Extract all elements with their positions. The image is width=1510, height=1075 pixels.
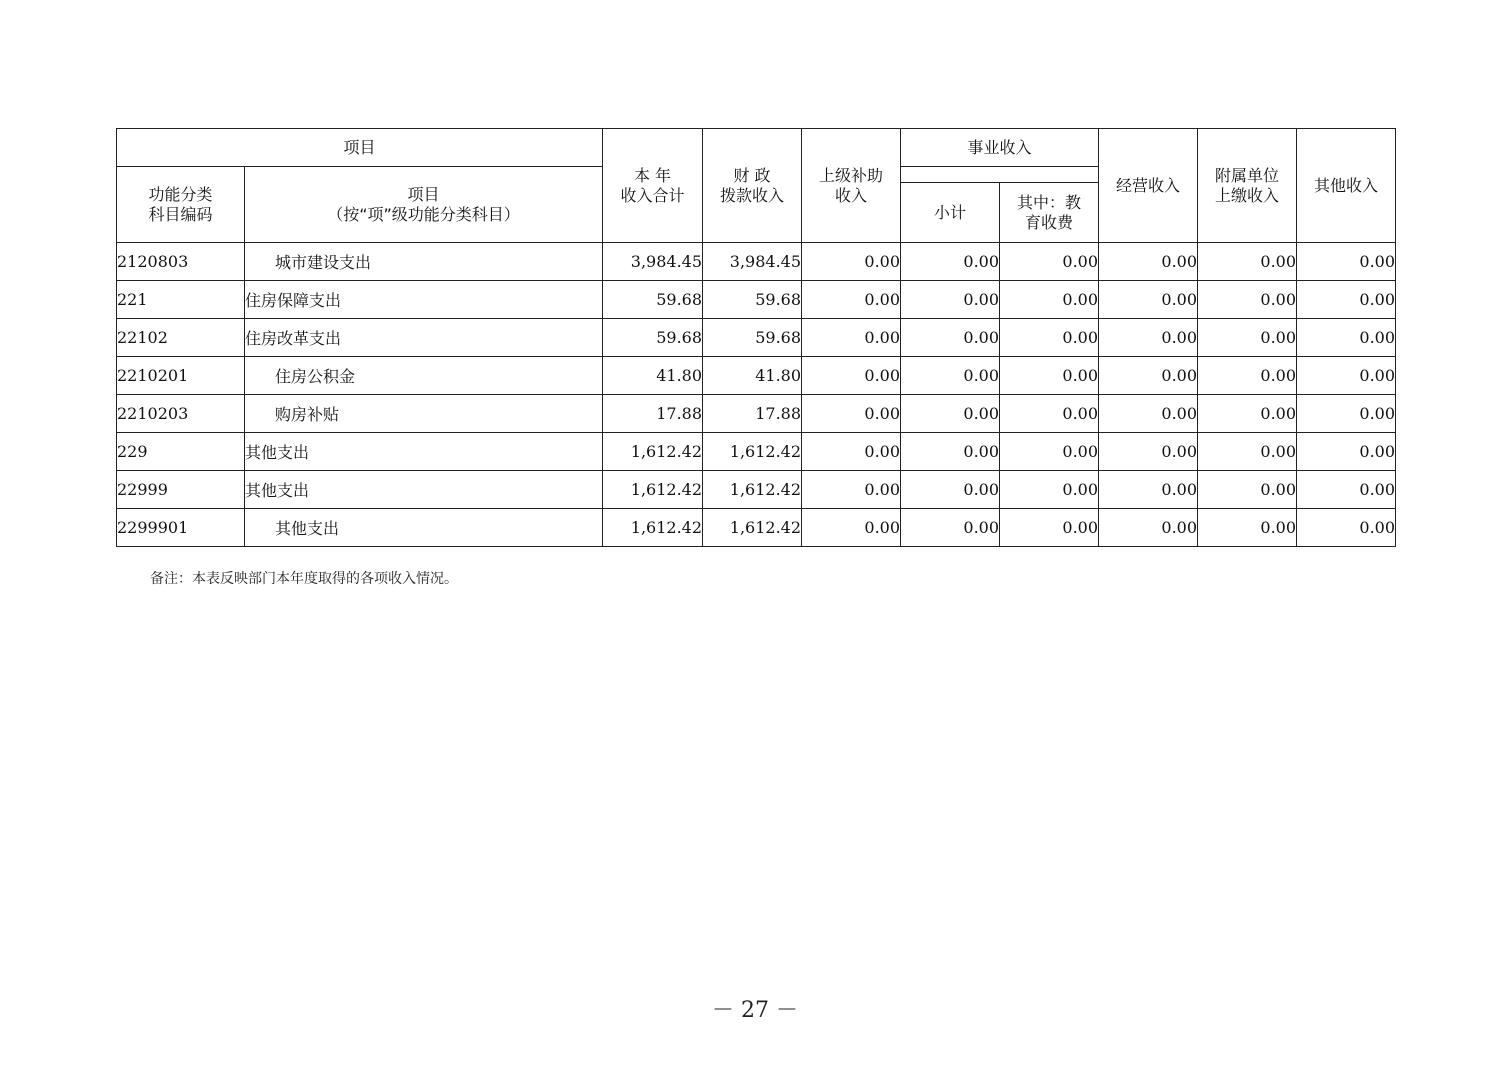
cell-code: 221: [117, 281, 245, 319]
cell-edu: 0.00: [1000, 243, 1099, 281]
cell-subtotal: 0.00: [901, 357, 1000, 395]
cell-superior: 0.00: [802, 319, 901, 357]
table-row: [117, 471, 1396, 509]
cell-affiliated: 0.00: [1198, 357, 1297, 395]
header-other: 其他收入: [1297, 129, 1396, 243]
cell-total: 17.88: [603, 395, 703, 433]
cell-superior: 0.00: [802, 471, 901, 509]
cell-affiliated: 0.00: [1198, 509, 1297, 547]
cell-fiscal: 41.80: [703, 357, 802, 395]
cell-code: 229: [117, 433, 245, 471]
cell-edu: 0.00: [1000, 509, 1099, 547]
cell-operating: 0.00: [1099, 471, 1198, 509]
cell-total: 59.68: [603, 281, 703, 319]
page-number: － 27 －: [712, 998, 798, 1023]
cell-operating: 0.00: [1099, 281, 1198, 319]
table-row: [117, 319, 1396, 357]
cell-other: 0.00: [1297, 471, 1396, 509]
table-row: [117, 357, 1396, 395]
cell-total: 1,612.42: [603, 433, 703, 471]
table-row: [117, 433, 1396, 471]
header-total: 本 年 收入合计: [603, 129, 703, 243]
table-row: [117, 395, 1396, 433]
table-row: [117, 509, 1396, 547]
cell-fiscal: 1,612.42: [703, 433, 802, 471]
cell-operating: 0.00: [1099, 319, 1198, 357]
cell-fiscal: 1,612.42: [703, 471, 802, 509]
cell-total: 1,612.42: [603, 509, 703, 547]
table-note: 备注：本表反映部门本年度取得的各项收入情况。: [150, 571, 458, 587]
cell-other: 0.00: [1297, 243, 1396, 281]
cell-name: 其他支出: [245, 509, 603, 547]
cell-total: 59.68: [603, 319, 703, 357]
cell-other: 0.00: [1297, 509, 1396, 547]
cell-other: 0.00: [1297, 357, 1396, 395]
cell-fiscal: 17.88: [703, 395, 802, 433]
cell-name: 其他支出: [245, 471, 603, 509]
cell-subtotal: 0.00: [901, 281, 1000, 319]
cell-edu: 0.00: [1000, 395, 1099, 433]
cell-superior: 0.00: [802, 509, 901, 547]
cell-other: 0.00: [1297, 395, 1396, 433]
header-business-spacer: [901, 167, 1099, 183]
cell-affiliated: 0.00: [1198, 281, 1297, 319]
income-table: [116, 128, 1396, 547]
cell-superior: 0.00: [802, 433, 901, 471]
cell-fiscal: 59.68: [703, 319, 802, 357]
cell-code: 2210203: [117, 395, 245, 433]
cell-name: 其他支出: [245, 433, 603, 471]
cell-operating: 0.00: [1099, 395, 1198, 433]
cell-code: 22102: [117, 319, 245, 357]
cell-edu: 0.00: [1000, 319, 1099, 357]
cell-code: 2210201: [117, 357, 245, 395]
cell-superior: 0.00: [802, 243, 901, 281]
cell-superior: 0.00: [802, 281, 901, 319]
cell-total: 3,984.45: [603, 243, 703, 281]
cell-operating: 0.00: [1099, 243, 1198, 281]
cell-other: 0.00: [1297, 433, 1396, 471]
cell-subtotal: 0.00: [901, 319, 1000, 357]
cell-operating: 0.00: [1099, 433, 1198, 471]
header-superior: 上级补助 收入: [802, 129, 901, 243]
cell-affiliated: 0.00: [1198, 433, 1297, 471]
cell-affiliated: 0.00: [1198, 243, 1297, 281]
cell-edu: 0.00: [1000, 471, 1099, 509]
header-project-group: 项目: [117, 129, 603, 167]
cell-edu: 0.00: [1000, 281, 1099, 319]
cell-operating: 0.00: [1099, 509, 1198, 547]
cell-subtotal: 0.00: [901, 509, 1000, 547]
header-subtotal: 小计: [901, 183, 1000, 243]
cell-subtotal: 0.00: [901, 433, 1000, 471]
cell-affiliated: 0.00: [1198, 471, 1297, 509]
cell-fiscal: 59.68: [703, 281, 802, 319]
cell-total: 41.80: [603, 357, 703, 395]
cell-name: 住房改革支出: [245, 319, 603, 357]
header-func-code: 功能分类 科目编码: [117, 167, 245, 243]
table-row: [117, 281, 1396, 319]
cell-name: 住房保障支出: [245, 281, 603, 319]
cell-name: 住房公积金: [245, 357, 603, 395]
cell-subtotal: 0.00: [901, 471, 1000, 509]
table-row: [117, 243, 1396, 281]
cell-affiliated: 0.00: [1198, 395, 1297, 433]
cell-name: 购房补贴: [245, 395, 603, 433]
cell-superior: 0.00: [802, 395, 901, 433]
cell-other: 0.00: [1297, 281, 1396, 319]
header-affiliated: 附属单位 上缴收入: [1198, 129, 1297, 243]
cell-edu: 0.00: [1000, 357, 1099, 395]
header-edu-fee: 其中：教 育收费: [1000, 183, 1099, 243]
cell-total: 1,612.42: [603, 471, 703, 509]
cell-fiscal: 3,984.45: [703, 243, 802, 281]
cell-subtotal: 0.00: [901, 243, 1000, 281]
table-body: [117, 243, 1396, 547]
header-business-group: 事业收入: [901, 129, 1099, 167]
cell-subtotal: 0.00: [901, 395, 1000, 433]
header-operating: 经营收入: [1099, 129, 1198, 243]
cell-edu: 0.00: [1000, 433, 1099, 471]
cell-operating: 0.00: [1099, 357, 1198, 395]
cell-code: 2299901: [117, 509, 245, 547]
cell-affiliated: 0.00: [1198, 319, 1297, 357]
cell-superior: 0.00: [802, 357, 901, 395]
header-fiscal: 财 政 拨款收入: [703, 129, 802, 243]
cell-name: 城市建设支出: [245, 243, 603, 281]
table-header: [117, 129, 1396, 243]
cell-other: 0.00: [1297, 319, 1396, 357]
cell-code: 22999: [117, 471, 245, 509]
cell-fiscal: 1,612.42: [703, 509, 802, 547]
header-item-name: 项目 （按“项”级功能分类科目）: [245, 167, 603, 243]
cell-code: 2120803: [117, 243, 245, 281]
